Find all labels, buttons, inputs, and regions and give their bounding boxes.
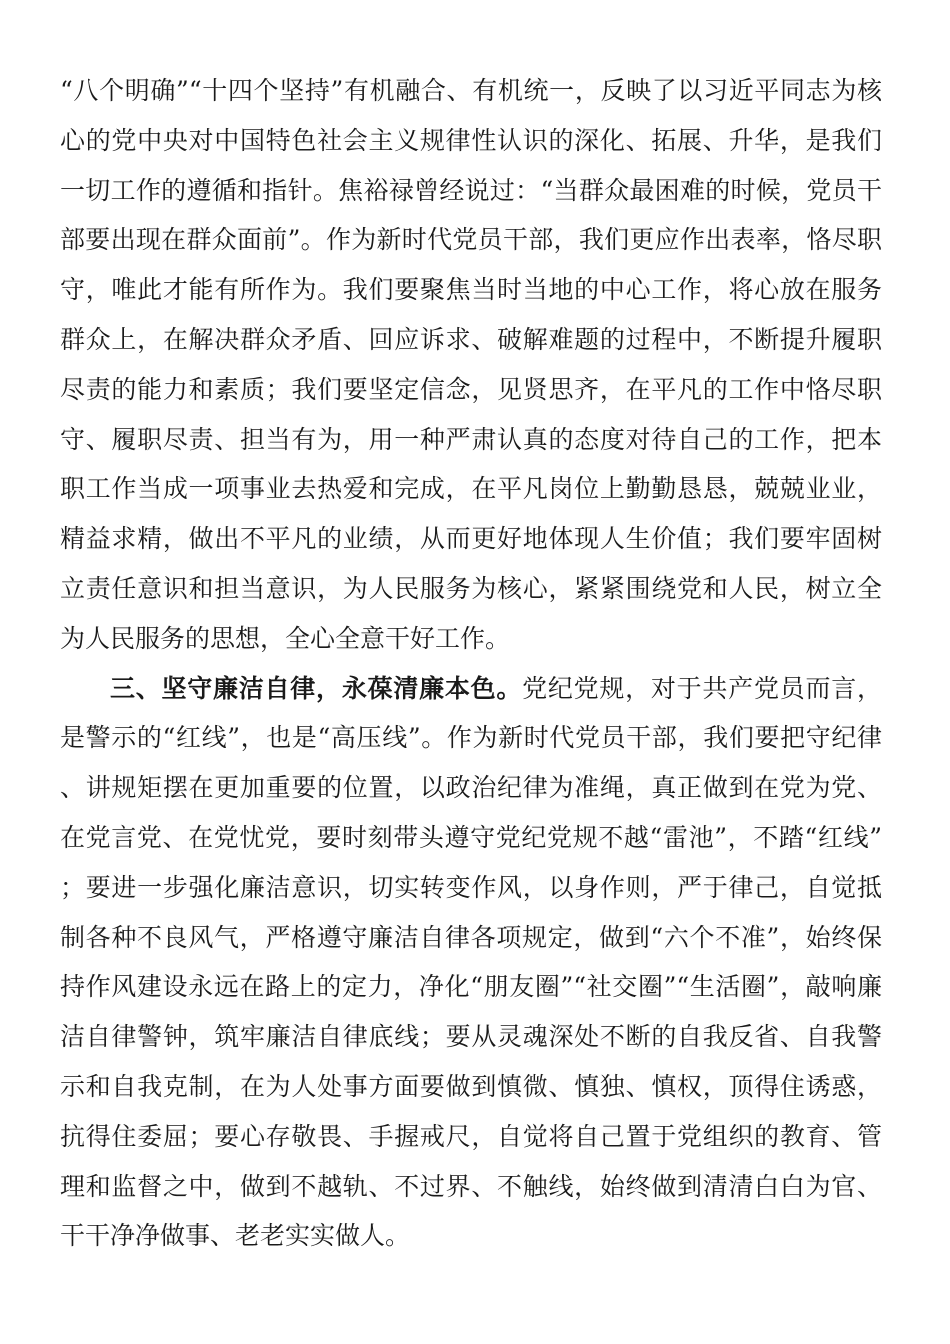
document-body <box>60 66 882 1261</box>
section-3-paragraph <box>60 664 882 1262</box>
paragraph-continued: “八个明确”“十四个坚持”有机融合、有机统一，反映了以习近平同志为核心的党中央对中国特色社会主义规律性认识的深化、拓展、升华，是我们一切工作的遵循和指针。焦裕禄曾经说过：“当群众最困难的时候，党员干部要出现在群众面前”。作为新时代党员干部，我们更应作出表率，恪尽职守，唯此才能有所作为。我们要聚焦当时当地的中心工作，将心放在服务群众上，在解决群众矛盾、回应诉求、破解难题的过程中，不断提升履职尽责的能力和素质；我们要坚定信念，见贤思齐，在平凡的工作中恪尽职守、履职尽责、担当有为，用一种严肃认真的态度对待自己的工作，把本职工作当成一项事业去热爱和完成，在平凡岗位上勤勤恳恳，兢兢业业，精益求精，做出不平凡的业绩，从而更好地体现人生价值；我们要牢固树立责任意识和担当意识，为人民服务为核心，紧紧围绕党和人民，树立全为人民服务的思想，全心全意干好工作。 <box>60 76 882 653</box>
section-3-heading: 三、坚守廉洁自律，永葆清廉本色。 <box>110 673 523 703</box>
section-3-body: 党纪党规，对于共产党员而言，是警示的“红线”，也是“高压线”。作为新时代党员干部，我们要把守纪律、讲规矩摆在更加重要的位置，以政治纪律为准绳，真正做到在党为党、在党言党、在党忧党，要时刻带头遵守党纪党规不越“雷池”，不踏“红线”；要进一步强化廉洁意识，切实转变作风，以身作则，严于律己，自觉抵制各种不良风气，严格遵守廉洁自律各项规定，做到“六个不准”，始终保持作风建设永远在路上的定力，净化“朋友圈”“社交圈”“生活圈”，敲响廉洁自律警钟，筑牢廉洁自律底线；要从灵魂深处不断的自我反省、自我警示和自我克制，在为人处事方面要做到慎微、慎独、慎权，顶得住诱惑，抗得住委屈；要心存敬畏、手握戒尺，自觉将自己置于党组织的教育、管理和监督之中，做到不越轨、不过界、不触线，始终做到清清白白为官、干干净净做事、老老实实做人。 <box>60 673 882 1251</box>
